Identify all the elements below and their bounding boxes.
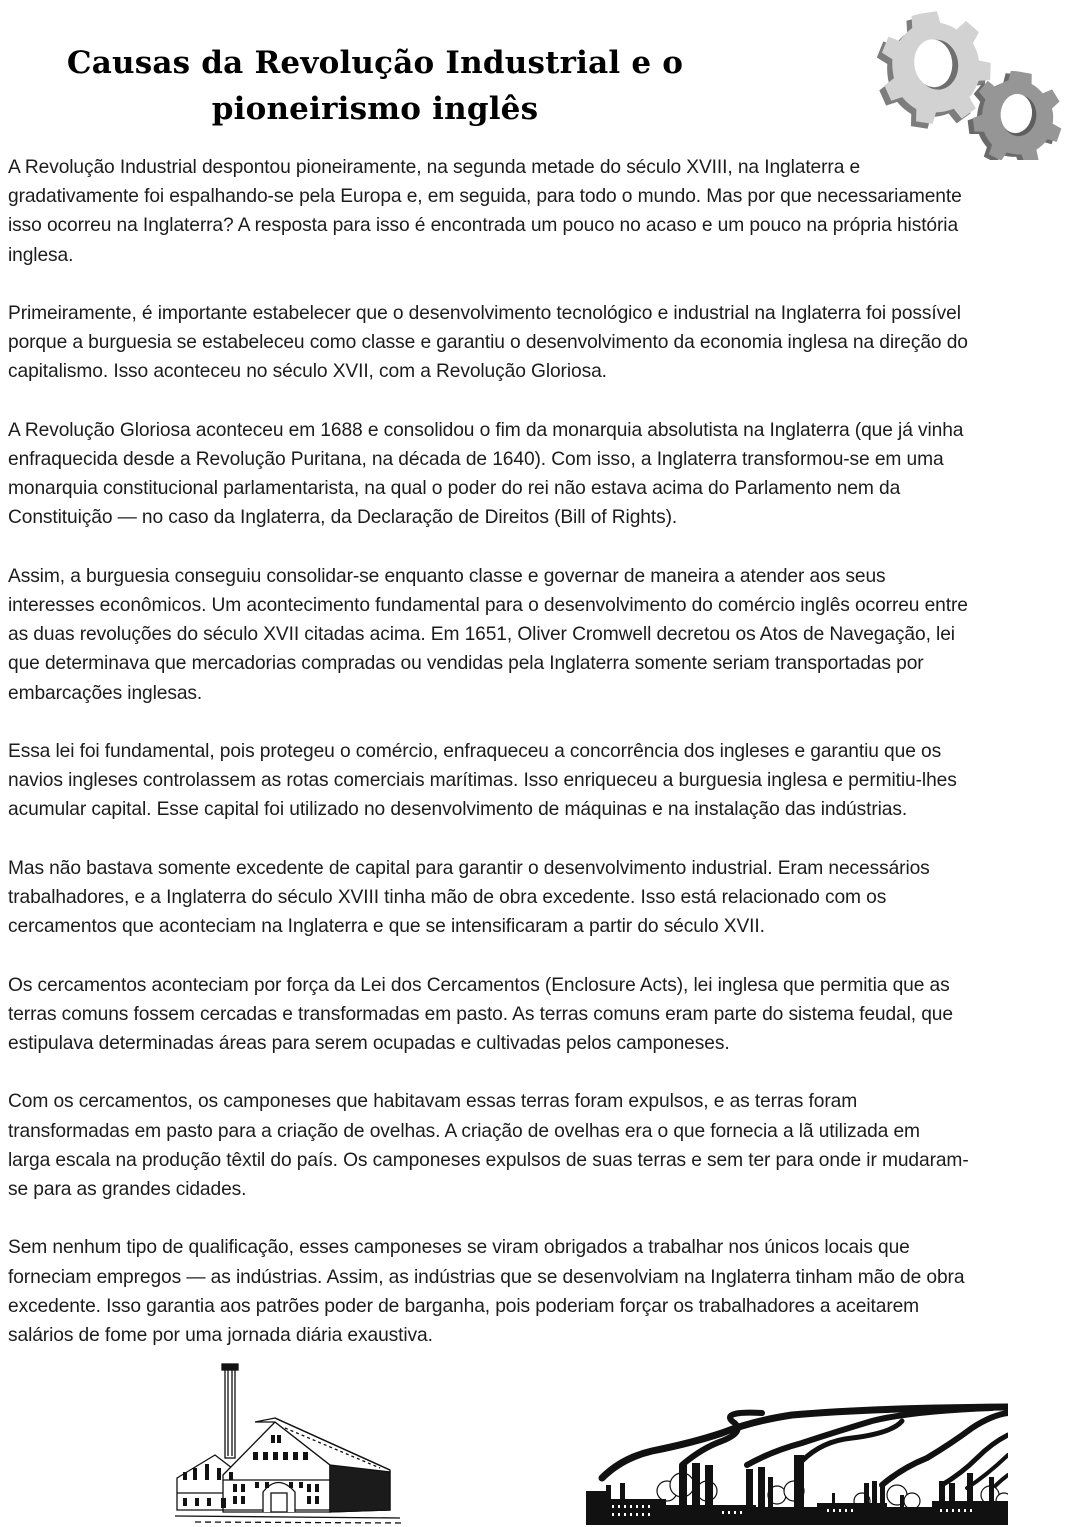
text-line: larga escala na produção têxtil do país. Os camponeses expulsos de suas terras e sem ter para onde ir mudaram-	[8, 1149, 969, 1171]
title-line-1: Causas da Revolução Industrial e o	[66, 45, 684, 81]
text-line: Essa lei foi fundamental, pois protegeu o comércio, enfraqueceu a concorrência dos ingleses e garantiu que os	[8, 741, 942, 762]
text-line: forneciam empregos — as indústrias. Assim, as indústrias que se desenvolviam na Inglaterra tinham mão de obra	[8, 1266, 965, 1288]
text-line: Assim, a burguesia conseguiu consolidar-se enquanto classe e governar de maneira a atender aos seus	[8, 565, 886, 587]
text-line: Sem nenhum tipo de qualificação, esses camponeses se viram obrigados a trabalhar nos únicos locais que	[8, 1237, 910, 1259]
text-line: monarquia constitucional parlamentarista, na qual o poder do rei não estava acima do Parlamento nem da	[8, 478, 901, 500]
text-line: Constituição — no caso da Inglaterra, da Declaração de Direitos (Bill of Rights).	[8, 507, 678, 529]
paragraph-8	[8, 1087, 1078, 1204]
paragraph-2	[8, 299, 1078, 387]
text-line: enfraquecida desde a Revolução Puritana, na década de 1640). Com isso, a Inglaterra transformou-se em uma	[8, 449, 944, 470]
article-body	[8, 153, 1078, 1379]
title-line-2: pioneirismo inglês	[211, 91, 539, 127]
text-line: que determinava que mercadorias compradas ou vendidas pela Inglaterra somente seriam transportadas por	[8, 653, 924, 675]
industrial-skyline-illustration	[572, 1403, 1008, 1525]
text-line: navios ingleses controlassem as rotas comerciais marítimas. Isso enriqueceu a burguesia inglesa e permitiu-lhes	[8, 770, 957, 792]
text-line: acumular capital. Esse capital foi utilizado no desenvolvimento de máquinas e na instalação das indústrias.	[8, 799, 908, 821]
text-line: salários de fome por uma jornada diária exaustiva.	[8, 1325, 433, 1346]
text-line: Os cercamentos aconteciam por força da Lei dos Cercamentos (Enclosure Acts), lei inglesa que permitia que as	[8, 974, 950, 996]
text-line: embarcações inglesas.	[8, 682, 203, 704]
text-line: A Revolução Gloriosa aconteceu em 1688 e consolidou o fim da monarquia absolutista na Inglaterra (que já vinha	[8, 419, 964, 441]
paragraph-1	[8, 153, 1078, 270]
text-line: trabalhadores, e a Inglaterra do século XVIII tinha mão de obra excedente. Isso está relacionado com os	[8, 887, 887, 908]
paragraph-5	[8, 737, 1078, 825]
text-line: terras comuns fossem cercadas e transformadas em pasto. As terras comuns eram parte do sistema feudal, que	[8, 1003, 953, 1025]
paragraph-7	[8, 971, 1078, 1059]
text-line: cercamentos que aconteciam na Inglaterra e que se intensificaram a partir do século XVII.	[8, 916, 765, 938]
text-line: capitalismo. Isso aconteceu no século XVII, com a Revolução Gloriosa.	[8, 361, 607, 383]
page-title	[0, 40, 750, 132]
text-line: inglesa.	[8, 244, 74, 266]
text-line: estipulava determinadas áreas para serem ocupadas e cultivadas pelos camponeses.	[8, 1033, 730, 1054]
text-line: excedente. Isso garantia aos patrões poder de barganha, pois poderiam forçar os trabalhadores a aceitarem	[8, 1295, 920, 1317]
text-line: Com os cercamentos, os camponeses que habitavam essas terras foram expulsos, e as terras foram	[8, 1091, 858, 1113]
text-line: as duas revoluções do século XVII citadas acima. Em 1651, Oliver Cromwell decretou os Atos de Navegação, lei	[8, 624, 955, 646]
gears-icon	[872, 0, 1080, 160]
text-line: A Revolução Industrial despontou pioneiramente, na segunda metade do século XVIII, na Inglaterra e	[8, 157, 861, 178]
paragraph-6	[8, 854, 1078, 942]
text-line: isso ocorreu na Inglaterra? A resposta para isso é encontrada um pouco no acaso e um pouco na própria história	[8, 215, 959, 237]
text-line: Primeiramente, é importante estabelecer que o desenvolvimento tecnológico e industrial na Inglaterra foi possível	[8, 303, 961, 324]
text-line: Mas não bastava somente excedente de capital para garantir o desenvolvimento industrial. Eram necessários	[8, 857, 930, 879]
paragraph-9	[8, 1233, 1078, 1350]
text-line: porque a burguesia se estabeleceu como classe e garantiu o desenvolvimento da economia inglesa na direção do	[8, 332, 968, 354]
text-line: gradativamente foi espalhando-se pela Europa e, em seguida, para todo o mundo. Mas por que necessariamente	[8, 186, 962, 208]
text-line: interesses econômicos. Um acontecimento fundamental para o desenvolvimento do comércio inglês ocorreu entre	[8, 595, 968, 616]
text-line: transformadas em pasto para a criação de ovelhas. A criação de ovelhas era o que fornecia a lã utilizada em	[8, 1120, 920, 1142]
text-line: se para as grandes cidades.	[8, 1179, 247, 1200]
factory-building-illustration	[175, 1360, 435, 1525]
paragraph-3	[8, 416, 1078, 533]
paragraph-4	[8, 562, 1078, 708]
